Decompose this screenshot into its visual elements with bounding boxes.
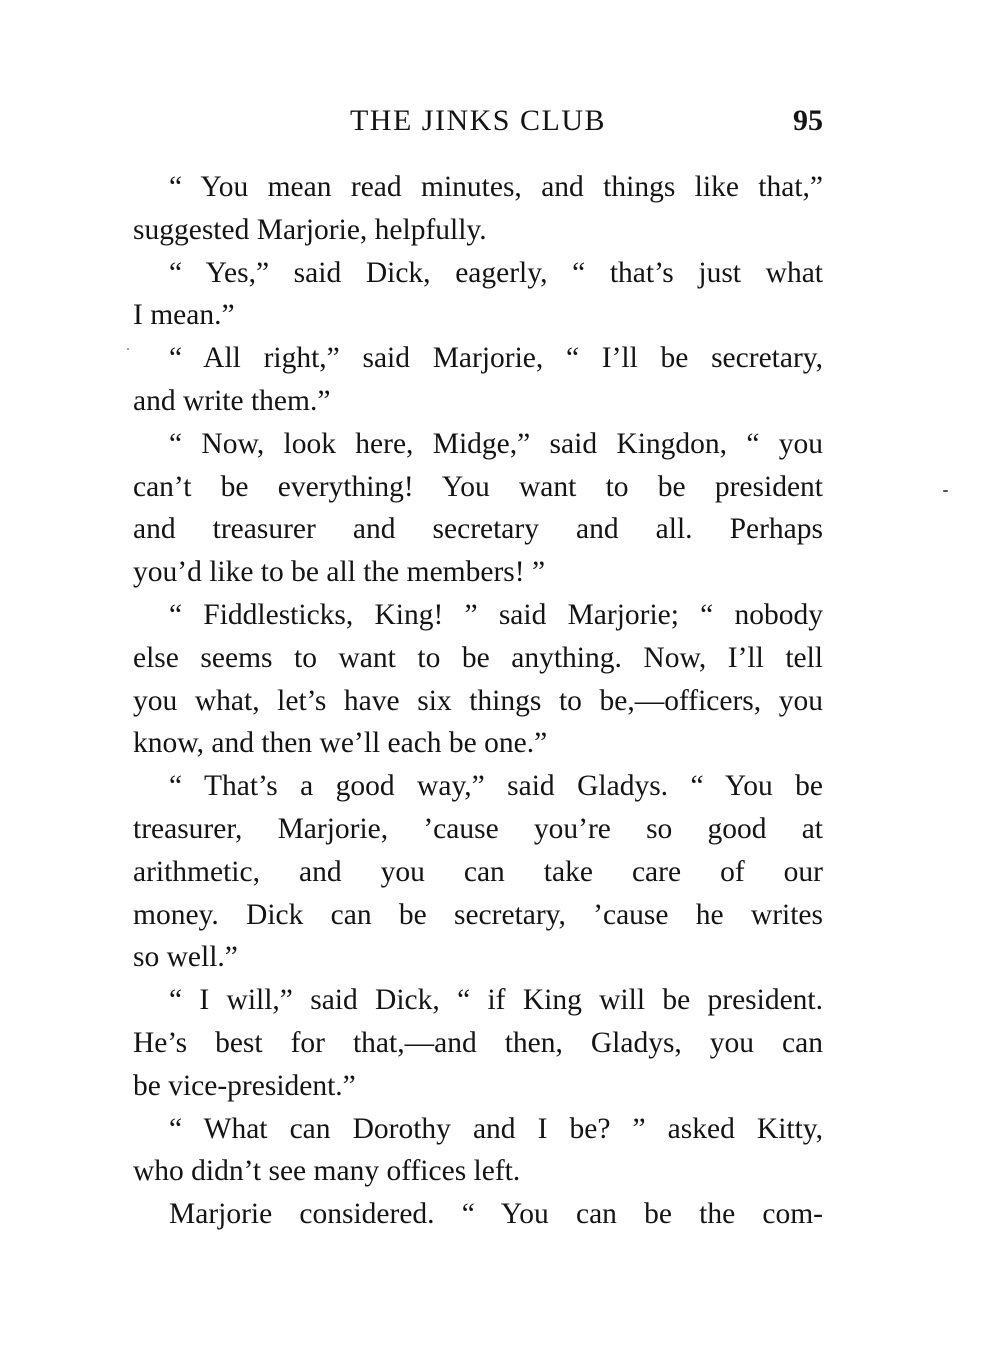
text-line: can’t be everything! You want to be president [133,470,823,503]
text-line: Marjorie considered. “ You can be the com- [169,1198,823,1231]
text-line: be vice-president.” [133,1069,356,1102]
text-line: “ All right,” said Marjorie, “ I’ll be secretary, [169,342,823,375]
text-line: and write them.” [133,384,331,417]
text-line: “ Fiddlesticks, King! ” said Marjorie; “ nobody [169,598,823,631]
body-text [133,166,823,1236]
text-line: treasurer, Marjorie, ’cause you’re so good at [133,812,823,845]
scan-speck [943,490,948,492]
text-line: you what, let’s have six things to be,—officers, you [133,684,823,717]
text-line: “ That’s a good way,” said Gladys. “ You be [169,770,823,803]
page-number: 95 [793,104,823,137]
text-line: “ I will,” said Dick, “ if King will be president. [169,984,823,1017]
text-line: arithmetic, and you can take care of our [133,855,823,888]
page-header [133,104,823,148]
text-line: He’s best for that,—and then, Gladys, you can [133,1026,823,1059]
text-line: “ What can Dorothy and I be? ” asked Kitty, [169,1112,823,1145]
text-line: and treasurer and secretary and all. Perhaps [133,513,823,546]
text-line: I mean.” [133,299,235,332]
text-line: suggested Marjorie, helpfully. [133,213,487,246]
text-line: “ You mean read minutes, and things like that,” [169,171,823,203]
text-line: money. Dick can be secretary, ’cause he writes [133,898,823,931]
scan-speck [127,348,129,350]
text-line: who didn’t see many offices left. [133,1155,521,1188]
text-line: know, and then we’ll each be one.” [133,727,548,760]
text-line: you’d like to be all the members! ” [133,556,546,589]
text-line: “ Yes,” said Dick, eagerly, “ that’s just what [169,256,823,289]
text-line: else seems to want to be anything. Now, I’ll tell [133,641,823,674]
text-line: “ Now, look here, Midge,” said Kingdon, “ you [169,427,823,460]
text-line: so well.” [133,941,238,974]
running-title: THE JINKS CLUB [349,104,606,137]
